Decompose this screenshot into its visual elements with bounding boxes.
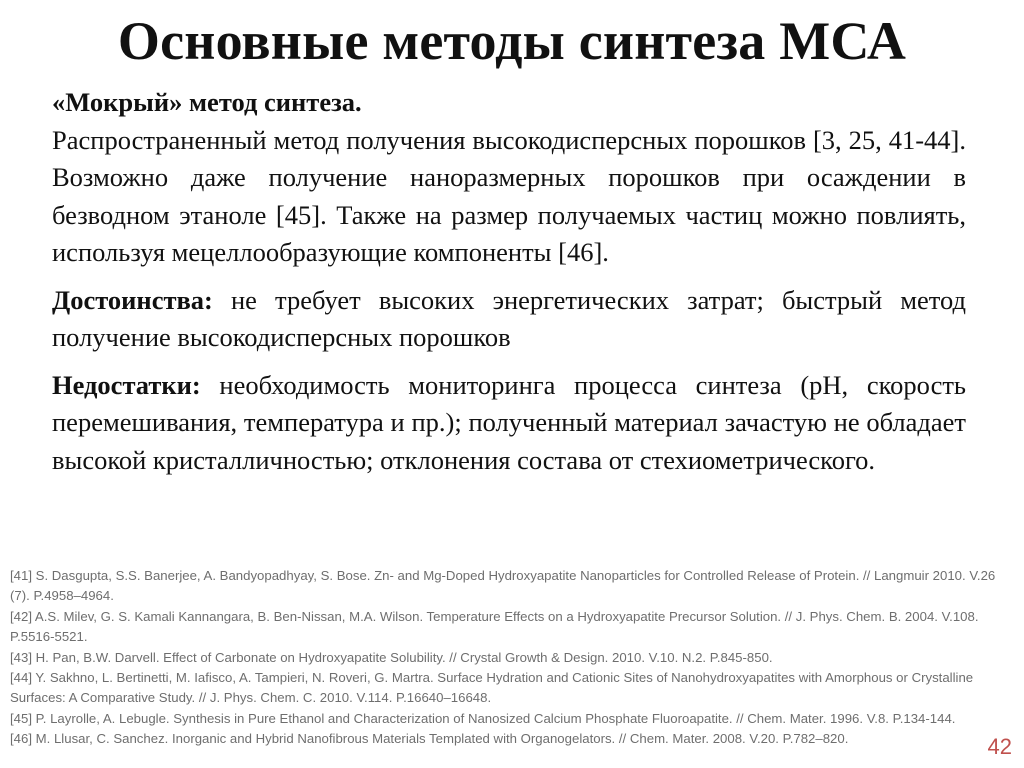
spacer bbox=[52, 272, 966, 282]
reference-item: [42] A.S. Milev, G. S. Kamali Kannangara, B. Ben-Nissan, M.A. Wilson. Temperature Effects on a Hydroxyapatite Precursor Solution. // J. Phys. Chem. B. 2004. V.108. P.5516-5521. bbox=[10, 608, 979, 645]
reference-item: [45] P. Layrolle, A. Lebugle. Synthesis in Pure Ethanol and Characterization of Nanosized Calcium Phosphate Fluoroapatite. // Chem. Mater. 1996. V.8. P.134-144. bbox=[10, 710, 956, 726]
reference-item: [46] M. Llusar, C. Sanchez. Inorganic and Hybrid Nanofibrous Materials Templated with Organogelators. // Chem. Mater. 2008. V.20. P.782–820. bbox=[10, 731, 849, 747]
reference-item: [41] S. Dasgupta, S.S. Banerjee, A. Bandyopadhyay, S. Bose. Zn- and Mg-Doped Hydroxyapatite Nanoparticles for Controlled Release of Protein. // Langmuir 2010. V.26 (7). P.4958–4964. bbox=[10, 568, 996, 604]
slide-body bbox=[52, 84, 966, 479]
slide-title: Основные методы синтеза МСА bbox=[117, 11, 907, 71]
disadvantages-paragraph bbox=[52, 367, 966, 480]
advantages-label: Достоинства: bbox=[52, 284, 213, 315]
advantages-text: не требует высоких энергетических затрат; быстрый метод получение высокодисперсных порошков bbox=[52, 284, 966, 352]
intro-paragraph: Распространенный метод получения высокодисперсных порошков [3, 25, 41-44]. Возможно даже получение наноразмерных порошков при осаждении в безводном этаноле [45]. Также на размер получаемых частиц можно повлиять, используя мецеллообразующие компоненты [46]. bbox=[52, 124, 966, 267]
reference-item: [43] H. Pan, B.W. Darvell. Effect of Carbonate on Hydroxyapatite Solubility. // Crystal Growth & Design. 2010. V.10. N.2. P.845-850. bbox=[10, 649, 773, 665]
references-list bbox=[10, 566, 1010, 750]
disadvantages-label: Недостатки: bbox=[52, 369, 201, 400]
page-number: 42 bbox=[987, 734, 1012, 759]
spacer bbox=[52, 357, 966, 367]
reference-item: [44] Y. Sakhno, L. Bertinetti, M. Iafisco, A. Tampieri, N. Roveri, G. Martra. Surface Hydration and Cationic Sites of Nanohydroxyapatites with Amorphous or Crystalline Surfaces: A Comparative Study. // J. Phys. Chem. C. 2010. V.114. P.16640–16648. bbox=[10, 670, 974, 706]
advantages-paragraph bbox=[52, 282, 966, 357]
section-subheading: «Мокрый» метод синтеза. bbox=[52, 87, 362, 117]
disadvantages-text: необходимость мониторинга процесса синтеза (pH, скорость перемешивания, температура и пр.); полученный материал зачастую не обладает высокой кристалличностью; отклонения состава от стехиометрического. bbox=[52, 369, 966, 475]
